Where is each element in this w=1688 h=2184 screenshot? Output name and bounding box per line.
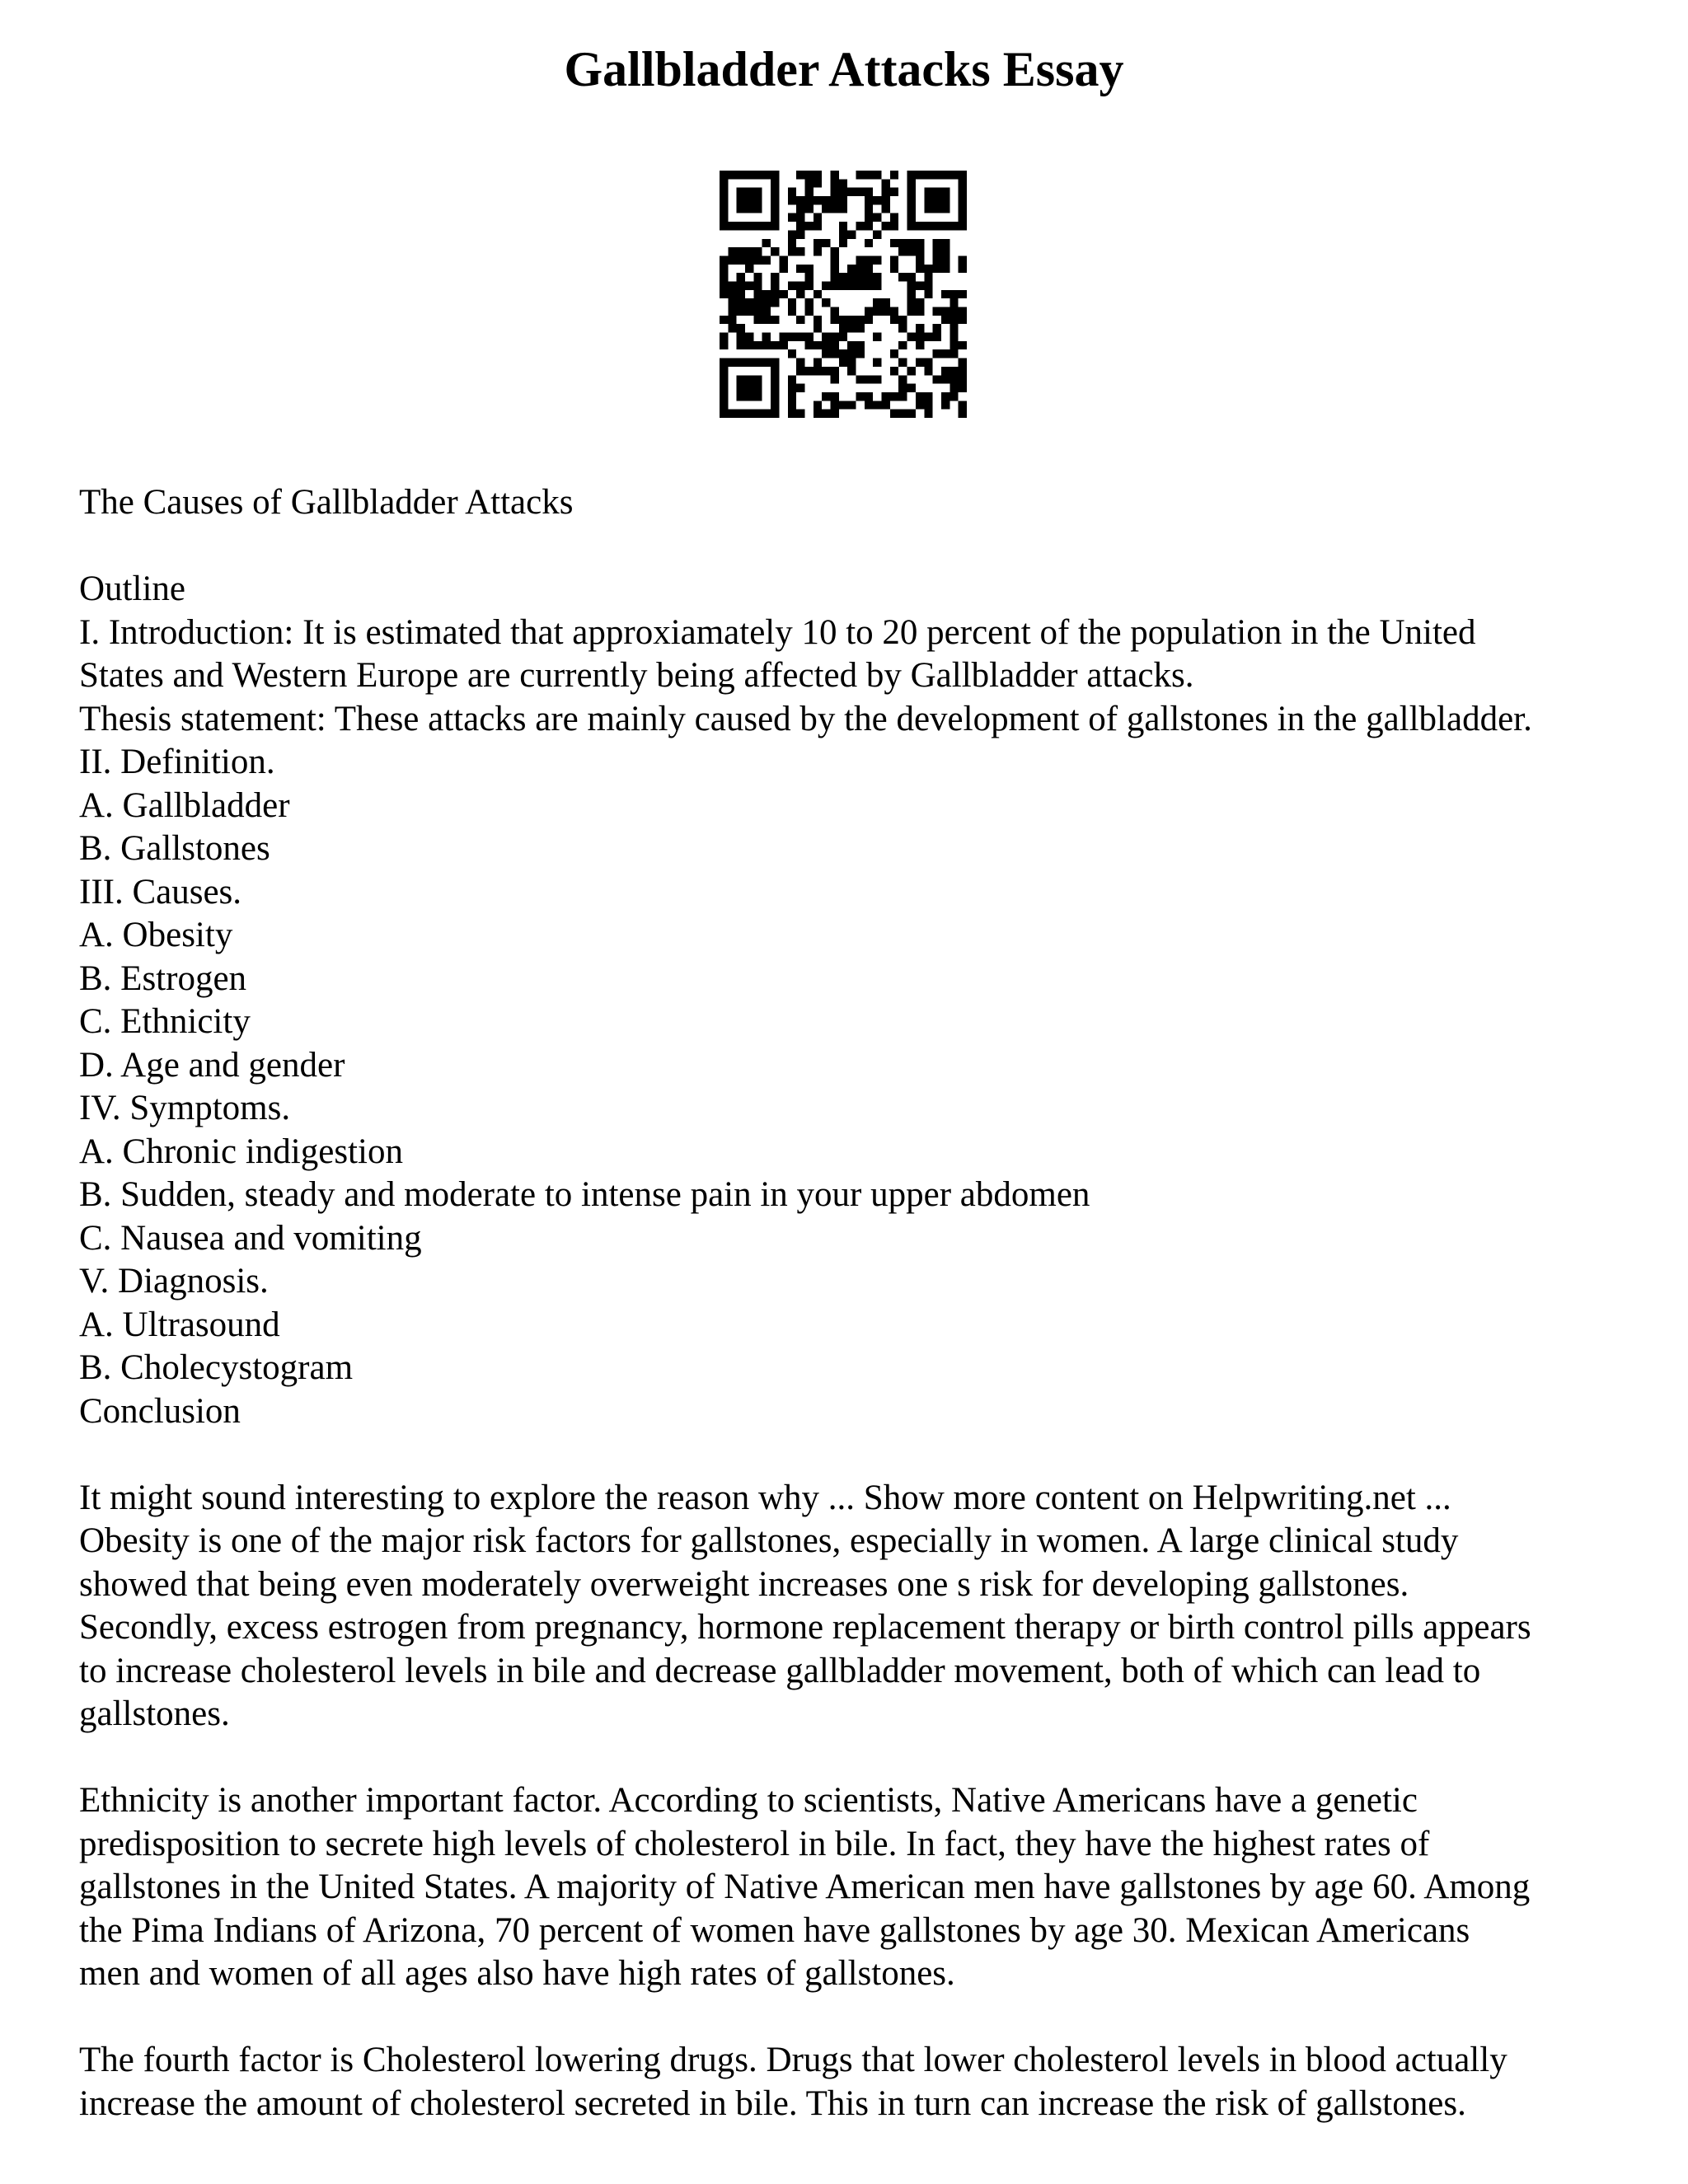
paragraph-line: Secondly, excess estrogen from pregnancy, hormone replacement therapy or birth control pills appears: [79, 1608, 1531, 1647]
outline-line: B. Estrogen: [79, 958, 247, 998]
paragraph-line: gallstones.: [79, 1694, 230, 1733]
paragraph-line: predisposition to secrete high levels of cholesterol in bile. In fact, they have the highest rates of: [79, 1824, 1430, 1863]
outline-line: C. Ethnicity: [79, 1002, 251, 1041]
outline-label: Outline: [79, 569, 185, 608]
outline-line: D. Age and gender: [79, 1045, 345, 1085]
outline-line: A. Ultrasound: [79, 1305, 280, 1344]
qr-code-icon: [720, 171, 967, 418]
outline-line: III. Causes.: [79, 872, 242, 912]
outline-section: [79, 568, 1629, 1433]
paragraph-line: The fourth factor is Cholesterol lowering drugs. Drugs that lower cholesterol levels in blood actually: [79, 2041, 1507, 2079]
paragraph-line: men and women of all ages also have high rates of gallstones.: [79, 1954, 955, 1993]
paragraph: [79, 1779, 1629, 1996]
outline-line: Conclusion: [79, 1391, 241, 1431]
paragraph-line: Ethnicity is another important factor. According to scientists, Native Americans have a genetic: [79, 1781, 1418, 1820]
outline-line: A. Gallbladder: [79, 785, 290, 825]
paragraph-line: showed that being even moderately overweight increases one s risk for developing gallstones.: [79, 1564, 1409, 1604]
paragraph-line: It might sound interesting to explore the reason why ... Show more content on Helpwriting.net ...: [79, 1478, 1451, 1517]
essay-body: [79, 481, 1629, 2125]
spacer: [79, 1736, 1629, 1780]
outline-line: V. Diagnosis.: [79, 1262, 269, 1301]
spacer: [79, 1433, 1629, 1477]
outline-line: B. Gallstones: [79, 829, 270, 868]
outline-line: II. Definition.: [79, 743, 275, 781]
page-title: Gallbladder Attacks Essay: [564, 42, 1124, 96]
spacer: [79, 525, 1629, 569]
paragraph-line: gallstones in the United States. A majority of Native American men have gallstones by age 60. Among: [79, 1868, 1531, 1906]
spacer: [79, 1996, 1629, 2040]
outline-line: I. Introduction: It is estimated that approxiamately 10 to 20 percent of the population in the United: [79, 612, 1476, 652]
paragraph: [79, 2039, 1629, 2125]
essay-heading: The Causes of Gallbladder Attacks: [79, 483, 574, 522]
paragraph-line: increase the amount of cholesterol secreted in bile. This in turn can increase the risk of gallstones.: [79, 2083, 1466, 2123]
paragraph-line: the Pima Indians of Arizona, 70 percent of women have gallstones by age 30. Mexican Americans: [79, 1910, 1470, 1950]
outline-line: Thesis statement: These attacks are mainly caused by the development of gallstones in the gallbladder.: [79, 699, 1532, 738]
paragraph-line: Obesity is one of the major risk factors for gallstones, especially in women. A large clinical study: [79, 1521, 1459, 1560]
outline-line: States and Western Europe are currently being affected by Gallbladder attacks.: [79, 656, 1194, 695]
outline-line: B. Sudden, steady and moderate to intense pain in your upper abdomen: [79, 1175, 1090, 1214]
paragraph: [79, 1477, 1629, 1736]
outline-line: A. Chronic indigestion: [79, 1132, 403, 1171]
outline-line: A. Obesity: [79, 916, 233, 954]
paragraph-line: to increase cholesterol levels in bile and decrease gallbladder movement, both of which can lead to: [79, 1651, 1481, 1690]
outline-line: B. Cholecystogram: [79, 1348, 354, 1387]
outline-line: IV. Symptoms.: [79, 1089, 291, 1127]
outline-line: C. Nausea and vomiting: [79, 1218, 422, 1258]
